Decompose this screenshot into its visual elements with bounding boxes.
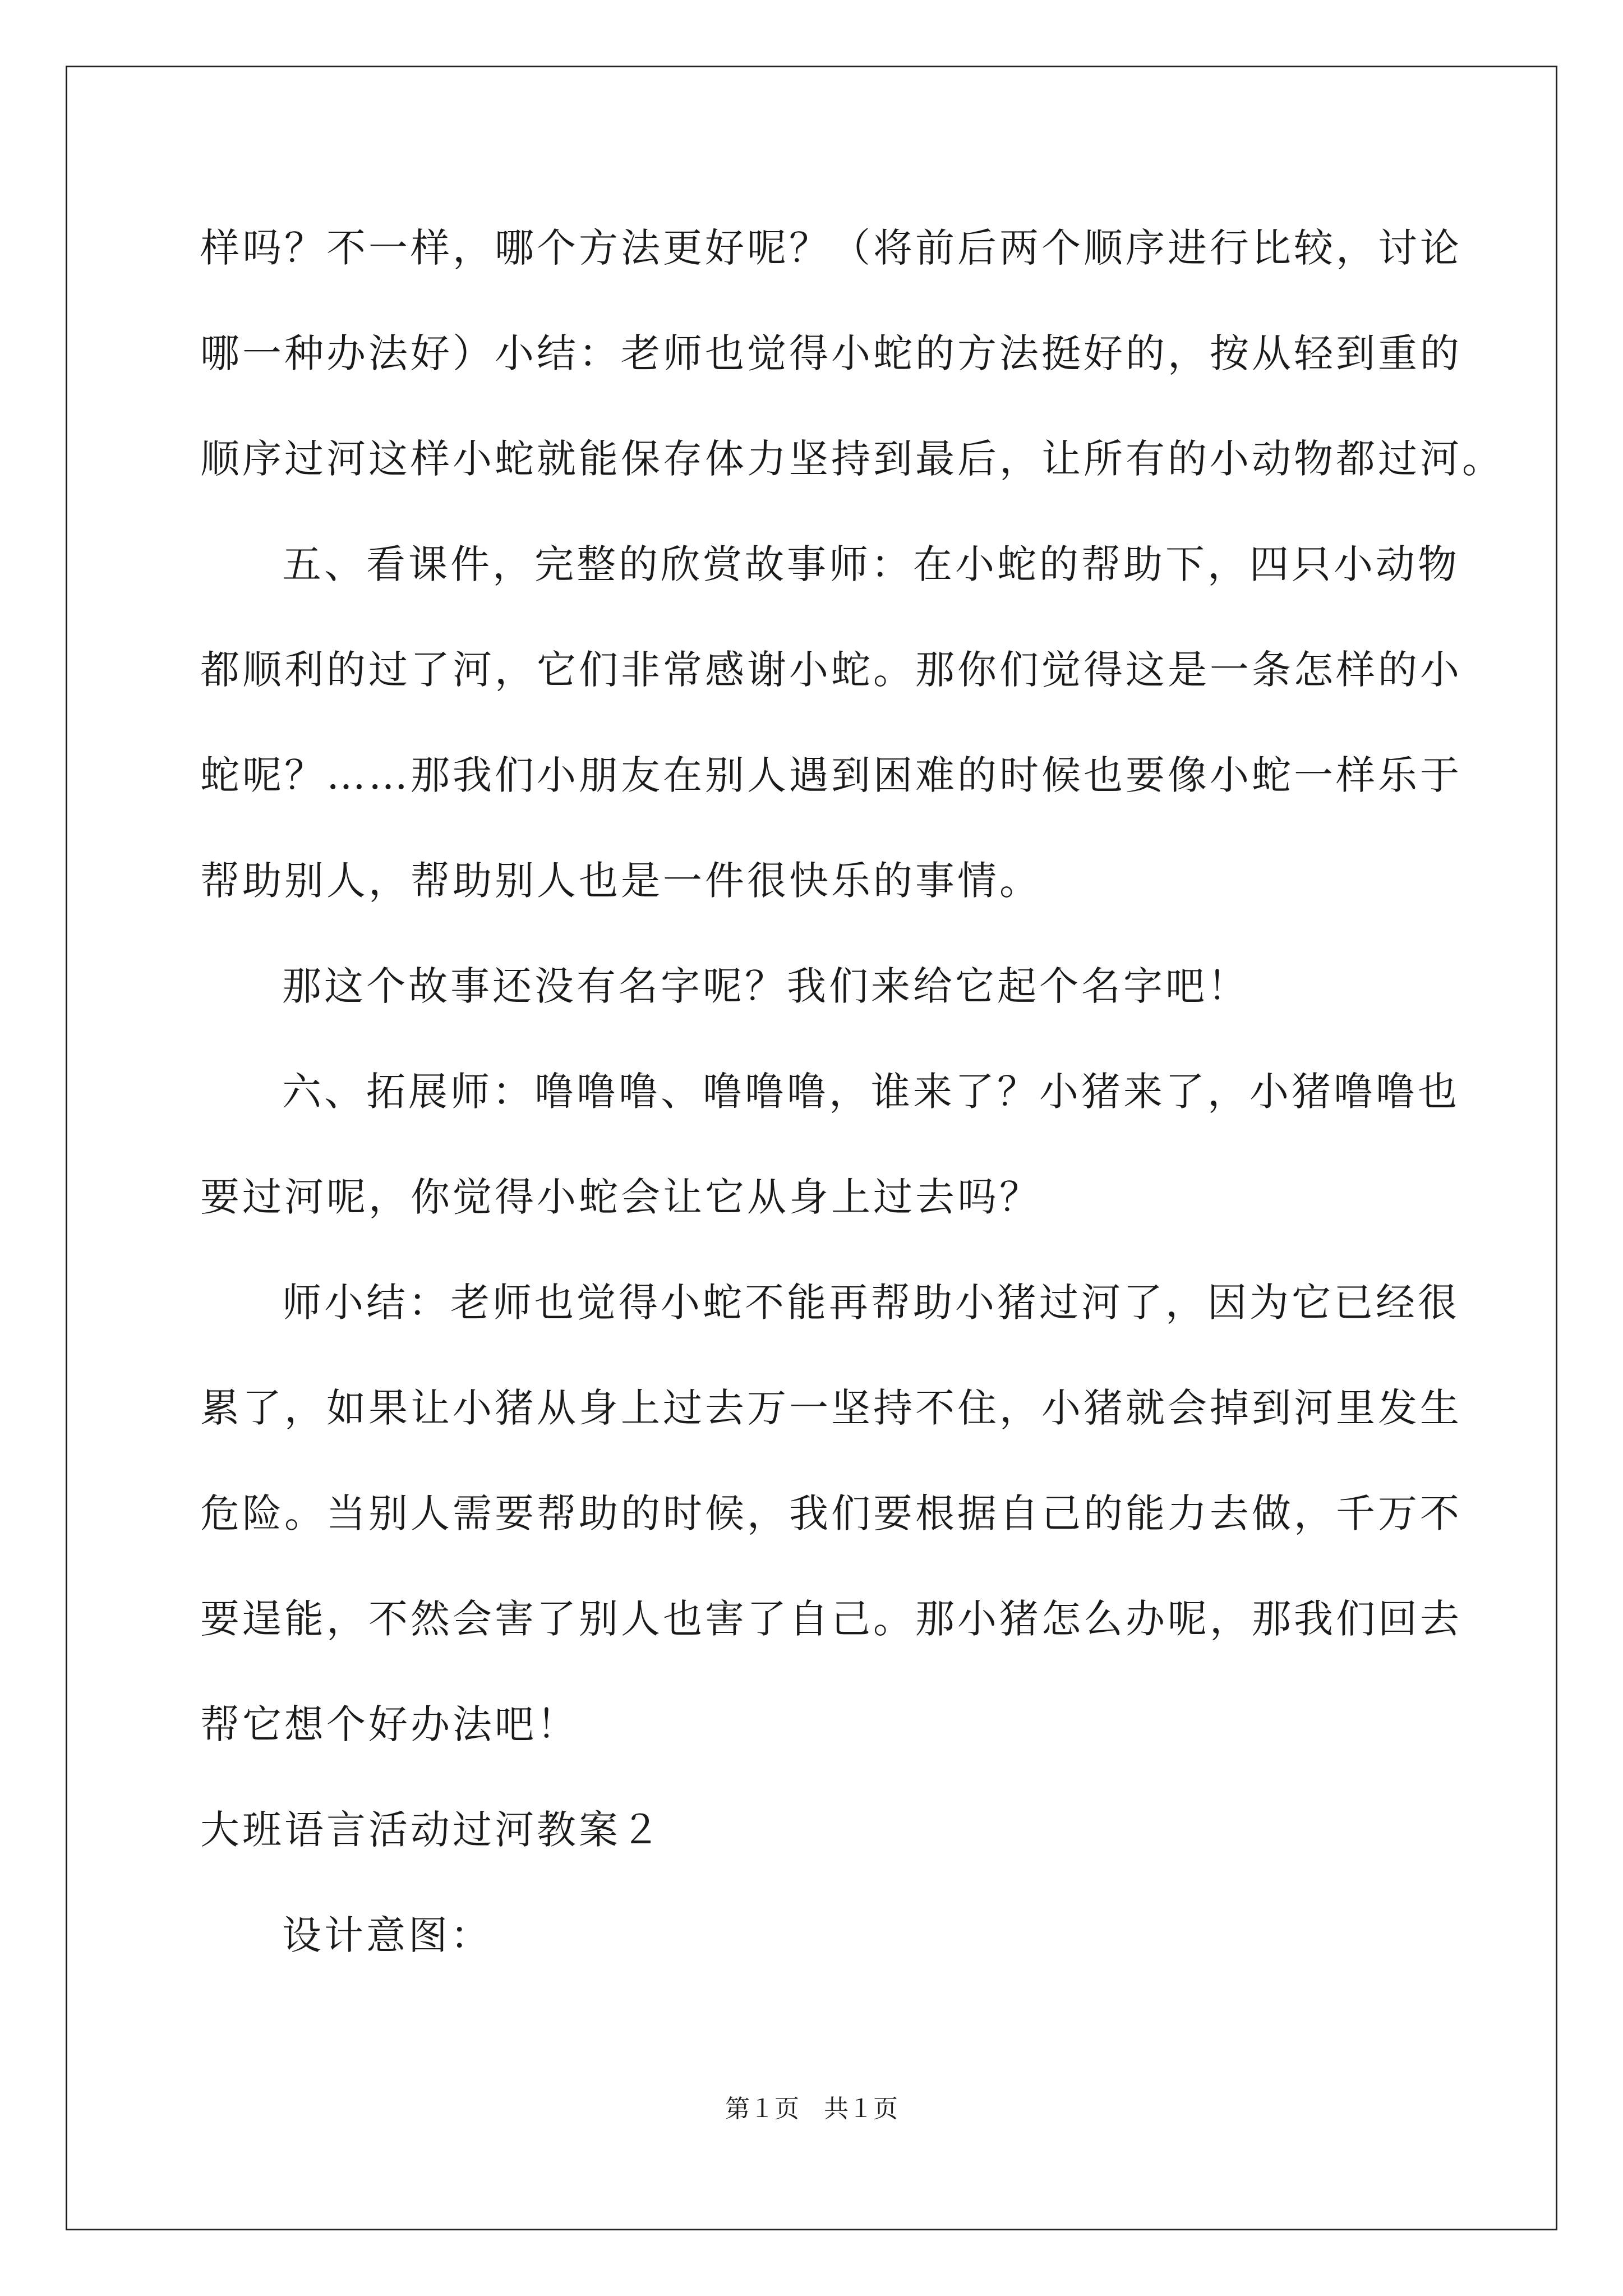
section-heading: 大班语言活动过河教案２ [200,1807,663,1853]
body-line-10: 要过河呢，你觉得小蛇会让它从身上过去吗？ [200,1174,1041,1220]
page-number-footer: 第１页 共１页 [725,2095,898,2123]
body-line-8: 那这个故事还没有名字呢？我们来给它起个名字吧！ [282,963,1249,1009]
body-line-7: 帮助别人，帮助别人也是一件很快乐的事情。 [200,858,1041,904]
body-line-14: 要逞能，不然会害了别人也害了自己。那小猪怎么办呢，那我们回去 [200,1596,1462,1642]
body-line-4: 五、看课件，完整的欣赏故事师：在小蛇的帮助下，四只小动物 [282,541,1460,587]
body-line-15: 帮它想个好办法吧！ [200,1701,579,1747]
body-line-1: 样吗？不一样，哪个方法更好呢？（将前后两个顺序进行比较，讨论 [200,225,1462,271]
page-border [66,66,1557,2230]
body-line-12: 累了，如果让小猪从身上过去万一坚持不住，小猪就会掉到河里发生 [200,1385,1462,1431]
design-intent-label: 设计意图： [282,1912,492,1958]
body-line-3: 顺序过河这样小蛇就能保存体力坚持到最后，让所有的小动物都过河。 [200,436,1504,482]
body-line-5: 都顺利的过了河，它们非常感谢小蛇。那你们觉得这是一条怎样的小 [200,647,1462,693]
body-line-11: 师小结：老师也觉得小蛇不能再帮助小猪过河了，因为它已经很 [282,1280,1460,1326]
body-line-13: 危险。当别人需要帮助的时候，我们要根据自己的能力去做，千万不 [200,1490,1462,1536]
body-line-2: 哪一种办法好）小结：老师也觉得小蛇的方法挺好的，按从轻到重的 [200,330,1462,376]
body-line-6: 蛇呢？……那我们小朋友在别人遇到困难的时候也要像小蛇一样乐于 [200,752,1462,798]
body-line-9: 六、拓展师：噜噜噜、噜噜噜，谁来了？小猪来了，小猪噜噜也 [282,1069,1460,1115]
